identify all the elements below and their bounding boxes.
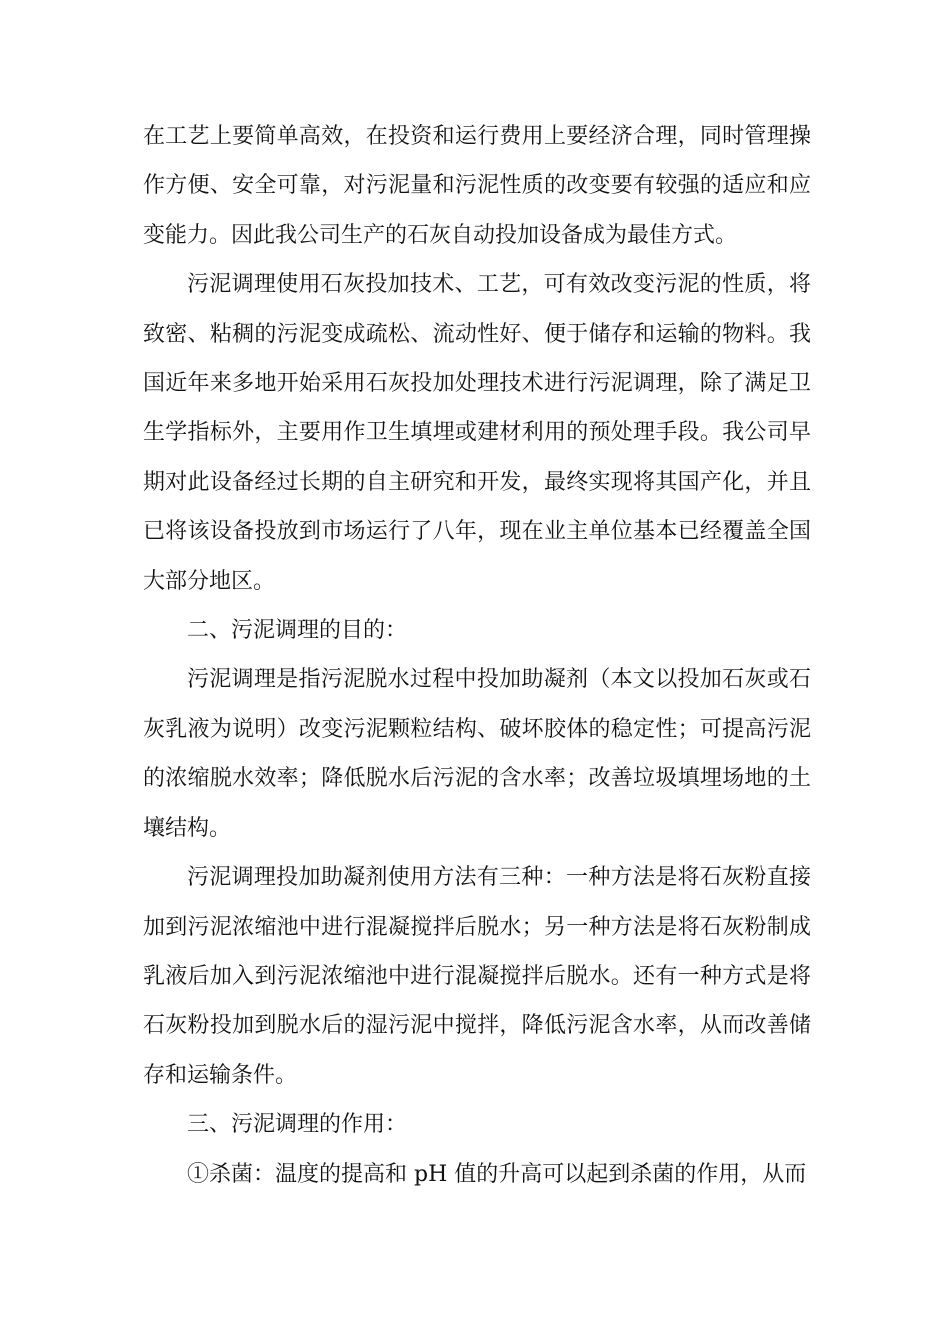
paragraph-purpose: 污泥调理是指污泥脱水过程中投加助凝剂（本文以投加石灰或石灰乳液为说明）改变污泥颗粒结构、破坏胶体的稳定性；可提高污泥的浓缩脱水效率；降低脱水后污泥的含水率；改善垃圾填埋场地的土壤结构。 bbox=[143, 667, 811, 841]
section-heading-purpose: 二、污泥调理的目的： bbox=[187, 618, 408, 644]
paragraph-methods: 污泥调理投加助凝剂使用方法有三种：一种方法是将石灰粉直接加到污泥浓缩池中进行混凝搅拌后脱水；另一种方法是将石灰粉制成乳液后加入到污泥浓缩池中进行混凝搅拌后脱水。还有一种方式是将石灰粉投加到脱水后的湿污泥中搅拌，降低污泥含水率，从而改善储存和运输条件。 bbox=[143, 865, 811, 1088]
section-heading-effects: 三、污泥调理的作用： bbox=[187, 1112, 408, 1138]
paragraph-lime-dosing-tech: 污泥调理使用石灰投加技术、工艺，可有效改变污泥的性质，将致密、粘稠的污泥变成疏松、流动性好、便于储存和运输的物料。我国近年来多地开始采用石灰投加处理技术进行污泥调理，除了满足卫生学指标外，主要用作卫生填埋或建材利用的预处理手段。我公司早期对此设备经过长期的自主研究和开发，最终实现将其国产化，并且已将该设备投放到市场运行了八年，现在业主单位基本已经覆盖全国大部分地区。 bbox=[143, 272, 811, 594]
paragraph-continued: 在工艺上要简单高效，在投资和运行费用上要经济合理，同时管理操作方便、安全可靠，对污泥量和污泥性质的改变要有较强的适应和应变能力。因此我公司生产的石灰自动投加设备成为最佳方式。 bbox=[143, 124, 811, 248]
document-body bbox=[143, 112, 811, 1199]
paragraph-sterilization: ①杀菌：温度的提高和 pH 值的升高可以起到杀菌的作用，从而 bbox=[187, 1161, 807, 1187]
